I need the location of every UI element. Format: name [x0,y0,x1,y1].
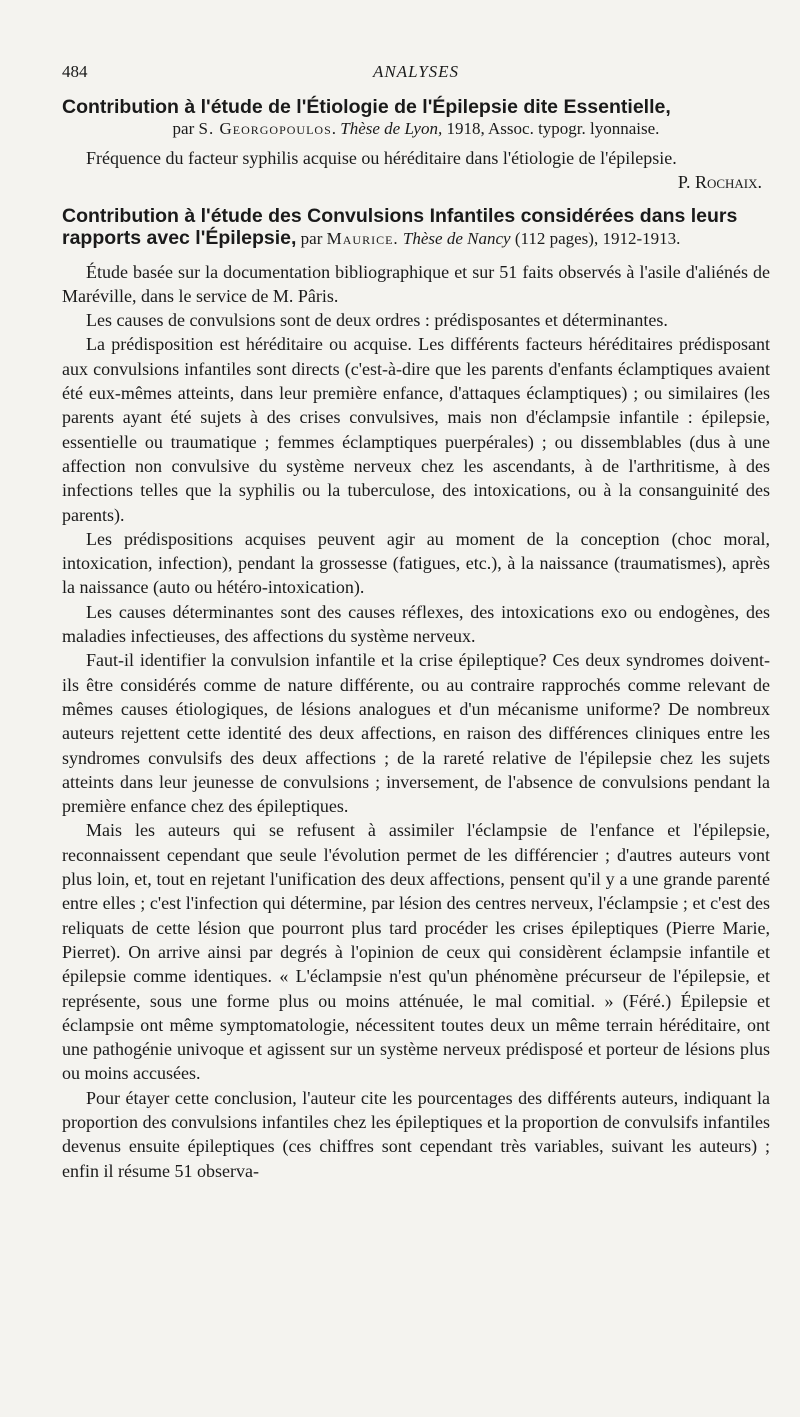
running-title: ANALYSES [372,62,460,81]
entry-2-paragraph-7: Mais les auteurs qui se refusent à assimiler l'éclampsie de l'enfance et l'épilepsie, reconnaissent cependant que seule l'évolution permet de les différencier ; d'autres auteurs vont plus loin, et, tout en rejetant l'unification des deux affections, pensent qu'il y a une grande parenté entre elles ; c'est l'infection qui détermine, par lésion des centres nerveux, l'éclampsie ; et c'est des reliquats de cette lésion que pourront plus tard procéder les crises épileptiques (Pierre Marie, Pierret). On arrive ainsi par degrés à l'opinion de ceux qui considèrent éclampsie infantile et épilepsie comme identiques. « L'éclampsie n'est qu'un phénomène précurseur de l'épilepsie, et représente, sous une forme plus ou moins atténuée, le mal comitial. » (Féré.) Épilepsie et éclampsie ont même symptomatologie, nécessitent toutes deux un même terrain héréditaire, ont une pathogénie univoque et agissent sur un système nerveux prédisposé et porteur de lésions plus ou moins accusées. [62,820,770,1084]
entry-1-thesis: Thèse de Lyon, [340,119,443,138]
entry-2-paragraph-5: Les causes déterminantes sont des causes réflexes, des intoxications exo ou endogènes, des maladies infectieuses, des affections du système nerveux. [62,601,770,647]
entry-2-paragraph-8: Pour étayer cette conclusion, l'auteur cite les pourcentages des différents auteurs, indiquant la proportion des convulsions infantiles chez les épileptiques et la proportion de convulsifs infantiles devenus ensuite épileptiques (ces chiffres sont cependant très variables, suivant les auteurs) ; enfin il résume 51 observa- [62,1087,770,1181]
entry-1-details: 1918, Assoc. typogr. lyonnaise. [442,119,660,138]
entry-1-author: S. Georgopoulos [198,119,332,138]
entry-2-byline-prefix: par [296,228,327,248]
entry-2-details: (112 pages), 1912-1913. [510,228,681,248]
entry-2-byline [296,229,680,248]
entry-2-paragraph-4: Les prédispositions acquises peuvent agir au moment de la conception (choc moral, intoxication, infection), pendant la grossesse (fatigues, etc.), à la naissance (traumatismes), après la naissance (auto ou hétéro-intoxication). [62,528,770,598]
entry-1-abstract: Fréquence du facteur syphilis acquise ou héréditaire dans l'étiologie de l'épilepsie. [86,148,677,168]
entry-1-reviewer-name: P. Rochaix. [677,172,762,193]
entry-2-paragraph-1: Étude basée sur la documentation bibliographique et sur 51 faits observés à l'asile d'aliénés de Maréville, dans le service de M. Pâris. [62,261,770,306]
entry-2-paragraph-2: Les causes de convulsions sont de deux ordres : prédisposantes et déterminantes. [86,310,668,331]
entry-2-title [62,205,770,250]
entry-2-paragraph-3: La prédisposition est héréditaire ou acquise. Les différents facteurs héréditaires prédisposant aux convulsions infantiles sont directs (c'est-à-dire que les parents d'enfants éclamptiques avaient été eux-mêmes atteints, dans leur première enfance, d'attaques éclamptiques) ; ou similaires (les parents ayant été sujets à des crises convulsives, mais non d'éclampsie infantile : épilepsie, essentielle ou traumatique ; femmes éclamptiques puerpérales) ; ou dissemblables (dus à une affection non convulsive du système nerveux chez les ascendants, à de l'arthritisme, à des infections telles que la syphilis ou la tuberculose, des intoxications, ou à la consanguinité des parents). [62,334,770,525]
entry-1-byline: par S. Georgopoulos. Thèse de Lyon, 1918, Assoc. typogr. lyonnaise. [172,119,660,138]
entry-2-paragraph-6: Faut-il identifier la convulsion infantile et la crise épileptique? Ces deux syndromes doivent-ils être considérés comme de nature différente, ou au contraire rapprochés comme relevant de mêmes causes étiologiques, de lésions analogues et d'un mécanisme uniforme? De nombreux auteurs rejettent cette identité des deux affections, en raison des différences cliniques entre les syndromes convulsifs des deux affections ; de la rareté relative de l'épilepsie chez les sujets atteints dans leur jeunesse de convulsions ; inversement, de l'absence de convulsions pendant la première enfance chez des épileptiques. [62,650,770,817]
entry-2-title-text: Contribution à l'étude des Convulsions Infantiles considérées dans leurs rapports avec l'Épilepsie, [62,204,738,249]
entry-1-byline-prefix: par [172,119,199,138]
page-number: 484 [62,62,88,81]
entry-2-author: Maurice. [326,228,399,248]
running-head [62,62,770,96]
entry-2-thesis: Thèse de Nancy [402,228,511,248]
entry-1-title [62,96,770,140]
entry-1-title-text: Contribution à l'étude de l'Étiologie de l'Épilepsie dite Essentielle, [62,96,671,118]
entry-1-reviewer [62,170,770,194]
review-entry-2 [62,205,770,1183]
review-entry-1 [62,96,770,195]
